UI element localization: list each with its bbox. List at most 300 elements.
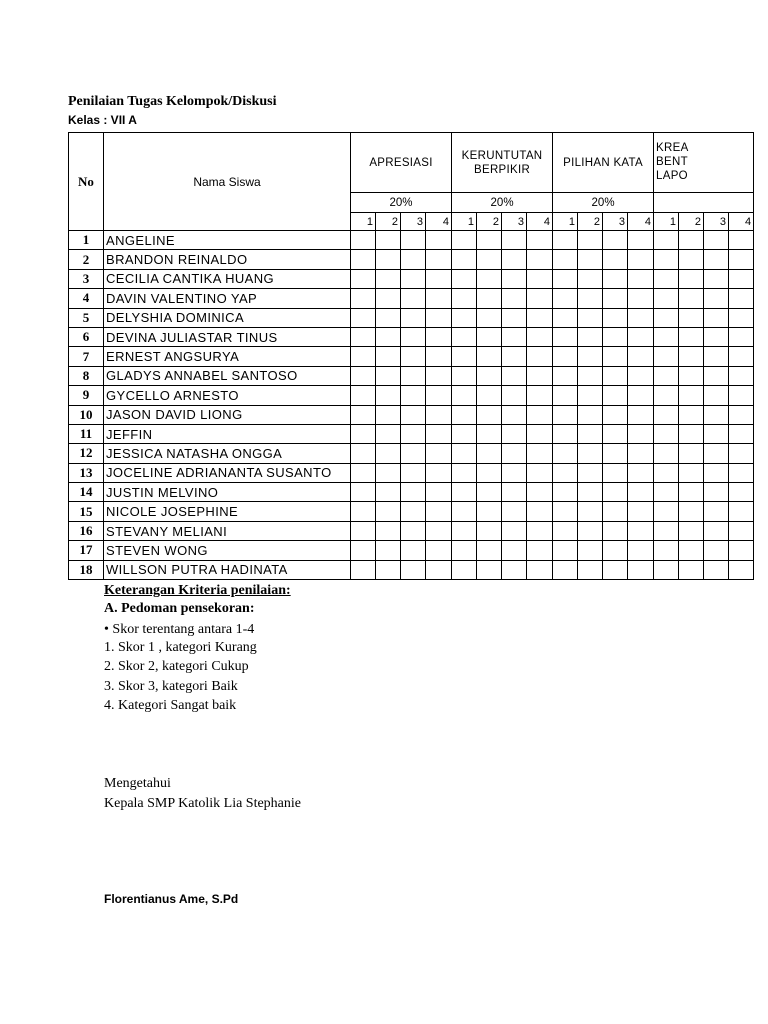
score-cell xyxy=(553,386,578,405)
score-cell xyxy=(376,231,401,250)
score-cell xyxy=(679,269,704,288)
no-header: No xyxy=(69,133,104,231)
score-cell xyxy=(527,560,553,579)
acknowledged-label: Mengetahui xyxy=(104,776,171,791)
score-cell xyxy=(477,405,502,424)
score-cell xyxy=(502,483,527,502)
score-cell xyxy=(376,424,401,443)
score-cell xyxy=(603,444,628,463)
score-cell xyxy=(729,483,754,502)
score-cell xyxy=(578,269,603,288)
student-row xyxy=(69,424,754,443)
score-cell xyxy=(351,405,376,424)
student-name: CECILIA CANTIKA HUANG xyxy=(104,269,351,288)
score-cell xyxy=(729,347,754,366)
score-cell xyxy=(704,424,729,443)
score-cell xyxy=(351,347,376,366)
score-cell xyxy=(603,231,628,250)
score-cell xyxy=(578,463,603,482)
score-cell xyxy=(553,308,578,327)
score-level-header: 4 xyxy=(729,213,754,231)
score-cell xyxy=(376,541,401,560)
student-row xyxy=(69,308,754,327)
score-cell xyxy=(578,231,603,250)
student-number: 14 xyxy=(69,483,104,502)
score-level-header: 1 xyxy=(553,213,578,231)
student-row xyxy=(69,327,754,346)
score-cell xyxy=(426,269,452,288)
score-cell xyxy=(426,560,452,579)
score-cell xyxy=(628,483,654,502)
score-cell xyxy=(452,521,477,540)
score-cell xyxy=(603,483,628,502)
score-cell xyxy=(729,289,754,308)
score-item-1: 1. Skor 1 , kategori Kurang xyxy=(104,640,257,655)
score-cell xyxy=(578,289,603,308)
score-cell xyxy=(704,231,729,250)
score-cell xyxy=(729,269,754,288)
student-name: GYCELLO ARNESTO xyxy=(104,386,351,405)
score-cell xyxy=(729,560,754,579)
student-number: 10 xyxy=(69,405,104,424)
score-cell xyxy=(426,444,452,463)
score-cell xyxy=(401,444,426,463)
score-cell xyxy=(426,347,452,366)
score-cell xyxy=(553,231,578,250)
score-level-header: 3 xyxy=(502,213,527,231)
score-cell xyxy=(351,386,376,405)
score-cell xyxy=(654,289,679,308)
student-row xyxy=(69,269,754,288)
score-cell xyxy=(603,521,628,540)
score-cell xyxy=(654,424,679,443)
score-cell xyxy=(502,347,527,366)
score-cell xyxy=(654,463,679,482)
score-cell xyxy=(426,327,452,346)
score-cell xyxy=(603,250,628,269)
score-cell xyxy=(502,521,527,540)
score-cell xyxy=(401,327,426,346)
score-cell xyxy=(401,386,426,405)
student-name: JASON DAVID LIONG xyxy=(104,405,351,424)
score-cell xyxy=(351,444,376,463)
score-cell xyxy=(553,483,578,502)
score-cell xyxy=(477,347,502,366)
score-cell xyxy=(376,386,401,405)
student-name: BRANDON REINALDO xyxy=(104,250,351,269)
score-cell xyxy=(603,405,628,424)
score-cell xyxy=(704,463,729,482)
criterion-weight xyxy=(654,193,754,213)
score-cell xyxy=(578,308,603,327)
score-cell xyxy=(628,560,654,579)
score-cell xyxy=(502,560,527,579)
score-item-2: 2. Skor 2, kategori Cukup xyxy=(104,659,249,674)
score-cell xyxy=(553,269,578,288)
student-name: DEVINA JULIASTAR TINUS xyxy=(104,327,351,346)
student-name: ANGELINE xyxy=(104,231,351,250)
score-cell xyxy=(376,366,401,385)
score-cell xyxy=(452,250,477,269)
score-cell xyxy=(679,386,704,405)
score-cell xyxy=(553,347,578,366)
score-cell xyxy=(426,463,452,482)
score-cell xyxy=(527,250,553,269)
score-cell xyxy=(578,386,603,405)
criteria-notes-heading: Keterangan Kriteria penilaian: xyxy=(104,583,291,598)
score-cell xyxy=(729,502,754,521)
score-cell xyxy=(679,560,704,579)
score-cell xyxy=(679,347,704,366)
student-row xyxy=(69,289,754,308)
score-range-bullet: • Skor terentang antara 1-4 xyxy=(104,622,255,637)
score-cell xyxy=(578,366,603,385)
student-number: 4 xyxy=(69,289,104,308)
score-cell xyxy=(477,483,502,502)
student-row xyxy=(69,502,754,521)
score-cell xyxy=(502,444,527,463)
score-cell xyxy=(553,327,578,346)
score-cell xyxy=(376,444,401,463)
score-cell xyxy=(527,521,553,540)
score-cell xyxy=(452,560,477,579)
score-level-header: 4 xyxy=(628,213,654,231)
score-cell xyxy=(679,541,704,560)
student-name: NICOLE JOSEPHINE xyxy=(104,502,351,521)
student-row xyxy=(69,521,754,540)
score-cell xyxy=(426,231,452,250)
score-cell xyxy=(553,289,578,308)
score-cell xyxy=(729,405,754,424)
score-cell xyxy=(401,424,426,443)
score-cell xyxy=(502,308,527,327)
score-cell xyxy=(603,541,628,560)
score-cell xyxy=(527,483,553,502)
score-cell xyxy=(679,250,704,269)
score-cell xyxy=(527,347,553,366)
student-name: GLADYS ANNABEL SANTOSO xyxy=(104,366,351,385)
score-cell xyxy=(452,541,477,560)
score-cell xyxy=(679,463,704,482)
score-cell xyxy=(502,463,527,482)
score-cell xyxy=(679,308,704,327)
score-cell xyxy=(654,366,679,385)
score-cell xyxy=(628,541,654,560)
score-cell xyxy=(578,424,603,443)
scoring-guide-heading: A. Pedoman pensekoran: xyxy=(104,601,255,616)
score-cell xyxy=(502,405,527,424)
score-cell xyxy=(351,366,376,385)
score-cell xyxy=(452,386,477,405)
score-cell xyxy=(553,366,578,385)
score-cell xyxy=(578,444,603,463)
score-cell xyxy=(452,269,477,288)
score-cell xyxy=(679,521,704,540)
score-cell xyxy=(426,250,452,269)
score-cell xyxy=(502,386,527,405)
score-cell xyxy=(654,269,679,288)
score-level-header: 2 xyxy=(679,213,704,231)
score-level-header: 3 xyxy=(704,213,729,231)
student-number: 13 xyxy=(69,463,104,482)
criterion-header: KREA BENT LAPO xyxy=(654,133,754,193)
score-cell xyxy=(553,405,578,424)
criterion-header: APRESIASI xyxy=(351,133,452,193)
score-cell xyxy=(729,250,754,269)
score-level-header: 4 xyxy=(527,213,553,231)
score-cell xyxy=(376,269,401,288)
score-cell xyxy=(553,502,578,521)
score-cell xyxy=(654,231,679,250)
score-cell xyxy=(654,327,679,346)
score-cell xyxy=(401,483,426,502)
score-cell xyxy=(729,521,754,540)
score-cell xyxy=(578,405,603,424)
score-cell xyxy=(477,541,502,560)
score-cell xyxy=(704,444,729,463)
score-level-header: 4 xyxy=(426,213,452,231)
criterion-header: PILIHAN KATA xyxy=(553,133,654,193)
score-cell xyxy=(376,250,401,269)
score-cell xyxy=(477,269,502,288)
student-name: DAVIN VALENTINO YAP xyxy=(104,289,351,308)
score-cell xyxy=(477,231,502,250)
score-level-header: 2 xyxy=(376,213,401,231)
assessment-table xyxy=(68,132,754,580)
score-cell xyxy=(376,463,401,482)
score-cell xyxy=(502,366,527,385)
score-cell xyxy=(401,405,426,424)
score-cell xyxy=(704,386,729,405)
score-cell xyxy=(477,521,502,540)
score-cell xyxy=(603,463,628,482)
score-cell xyxy=(351,269,376,288)
score-cell xyxy=(401,231,426,250)
score-cell xyxy=(679,502,704,521)
score-cell xyxy=(704,560,729,579)
score-level-header: 1 xyxy=(452,213,477,231)
score-cell xyxy=(578,347,603,366)
score-cell xyxy=(628,463,654,482)
score-cell xyxy=(578,521,603,540)
student-number: 16 xyxy=(69,521,104,540)
name-header: Nama Siswa xyxy=(104,133,351,231)
score-cell xyxy=(376,327,401,346)
student-number: 9 xyxy=(69,386,104,405)
score-cell xyxy=(401,463,426,482)
score-cell xyxy=(426,405,452,424)
student-name: JUSTIN MELVINO xyxy=(104,483,351,502)
score-cell xyxy=(578,502,603,521)
student-name: DELYSHIA DOMINICA xyxy=(104,308,351,327)
score-cell xyxy=(704,541,729,560)
score-cell xyxy=(426,483,452,502)
score-cell xyxy=(477,250,502,269)
score-cell xyxy=(553,521,578,540)
score-cell xyxy=(704,347,729,366)
score-cell xyxy=(628,269,654,288)
score-cell xyxy=(628,424,654,443)
score-cell xyxy=(553,463,578,482)
score-cell xyxy=(426,424,452,443)
score-cell xyxy=(527,269,553,288)
score-cell xyxy=(603,366,628,385)
score-cell xyxy=(729,463,754,482)
score-cell xyxy=(401,502,426,521)
score-level-header: 3 xyxy=(401,213,426,231)
score-cell xyxy=(351,521,376,540)
student-row xyxy=(69,386,754,405)
score-cell xyxy=(603,424,628,443)
score-cell xyxy=(401,269,426,288)
score-cell xyxy=(527,231,553,250)
page-title: Penilaian Tugas Kelompok/Diskusi xyxy=(68,94,277,109)
score-cell xyxy=(527,502,553,521)
score-cell xyxy=(553,444,578,463)
score-cell xyxy=(679,327,704,346)
student-number: 7 xyxy=(69,347,104,366)
student-name: JEFFIN xyxy=(104,424,351,443)
score-cell xyxy=(452,463,477,482)
student-name: STEVANY MELIANI xyxy=(104,521,351,540)
score-cell xyxy=(376,347,401,366)
student-name: WILLSON PUTRA HADINATA xyxy=(104,560,351,579)
score-cell xyxy=(401,347,426,366)
score-cell xyxy=(553,424,578,443)
signer-name: Florentianus Ame, S.Pd xyxy=(104,892,239,906)
score-cell xyxy=(426,502,452,521)
score-cell xyxy=(401,560,426,579)
student-number: 5 xyxy=(69,308,104,327)
score-cell xyxy=(578,483,603,502)
score-cell xyxy=(628,231,654,250)
score-cell xyxy=(527,444,553,463)
score-cell xyxy=(527,463,553,482)
score-cell xyxy=(452,231,477,250)
score-cell xyxy=(452,483,477,502)
score-cell xyxy=(628,327,654,346)
score-cell xyxy=(704,327,729,346)
score-cell xyxy=(578,250,603,269)
score-cell xyxy=(376,521,401,540)
score-cell xyxy=(351,541,376,560)
score-cell xyxy=(376,405,401,424)
score-cell xyxy=(628,250,654,269)
student-number: 8 xyxy=(69,366,104,385)
score-cell xyxy=(704,405,729,424)
score-cell xyxy=(729,327,754,346)
score-cell xyxy=(679,424,704,443)
score-cell xyxy=(477,386,502,405)
score-cell xyxy=(729,308,754,327)
criterion-weight: 20% xyxy=(553,193,654,213)
score-cell xyxy=(426,521,452,540)
score-cell xyxy=(477,560,502,579)
score-cell xyxy=(477,463,502,482)
student-name: STEVEN WONG xyxy=(104,541,351,560)
score-cell xyxy=(729,541,754,560)
score-cell xyxy=(603,502,628,521)
criterion-weight: 20% xyxy=(452,193,553,213)
score-cell xyxy=(351,289,376,308)
score-cell xyxy=(729,366,754,385)
score-cell xyxy=(401,289,426,308)
score-item-4: 4. Kategori Sangat baik xyxy=(104,698,237,713)
score-cell xyxy=(729,386,754,405)
score-cell xyxy=(704,502,729,521)
score-cell xyxy=(502,231,527,250)
student-row xyxy=(69,560,754,579)
score-cell xyxy=(578,541,603,560)
score-level-header: 2 xyxy=(578,213,603,231)
score-cell xyxy=(578,327,603,346)
score-cell xyxy=(628,405,654,424)
score-cell xyxy=(527,366,553,385)
score-cell xyxy=(502,424,527,443)
score-cell xyxy=(477,444,502,463)
score-cell xyxy=(376,560,401,579)
score-cell xyxy=(351,250,376,269)
score-cell xyxy=(527,386,553,405)
student-number: 1 xyxy=(69,231,104,250)
student-number: 11 xyxy=(69,424,104,443)
student-name: ERNEST ANGSURYA xyxy=(104,347,351,366)
score-cell xyxy=(679,444,704,463)
score-level-header: 3 xyxy=(603,213,628,231)
score-cell xyxy=(502,541,527,560)
student-number: 15 xyxy=(69,502,104,521)
score-level-header: 1 xyxy=(351,213,376,231)
score-cell xyxy=(578,560,603,579)
score-cell xyxy=(704,269,729,288)
student-number: 6 xyxy=(69,327,104,346)
score-cell xyxy=(351,308,376,327)
score-cell xyxy=(376,502,401,521)
student-row xyxy=(69,463,754,482)
score-cell xyxy=(603,269,628,288)
score-cell xyxy=(628,386,654,405)
score-cell xyxy=(477,289,502,308)
score-level-header: 1 xyxy=(654,213,679,231)
score-cell xyxy=(628,521,654,540)
score-cell xyxy=(527,289,553,308)
score-cell xyxy=(401,541,426,560)
score-cell xyxy=(351,327,376,346)
score-cell xyxy=(654,250,679,269)
score-cell xyxy=(426,289,452,308)
score-cell xyxy=(477,502,502,521)
score-cell xyxy=(603,560,628,579)
score-cell xyxy=(628,502,654,521)
score-cell xyxy=(704,521,729,540)
student-row xyxy=(69,444,754,463)
student-row xyxy=(69,366,754,385)
score-cell xyxy=(679,366,704,385)
score-cell xyxy=(679,231,704,250)
score-cell xyxy=(654,444,679,463)
score-cell xyxy=(527,308,553,327)
score-cell xyxy=(628,347,654,366)
score-cell xyxy=(351,502,376,521)
score-cell xyxy=(527,424,553,443)
score-cell xyxy=(376,289,401,308)
student-row xyxy=(69,347,754,366)
score-cell xyxy=(704,250,729,269)
score-cell xyxy=(628,289,654,308)
student-row xyxy=(69,541,754,560)
score-cell xyxy=(452,308,477,327)
score-cell xyxy=(628,444,654,463)
